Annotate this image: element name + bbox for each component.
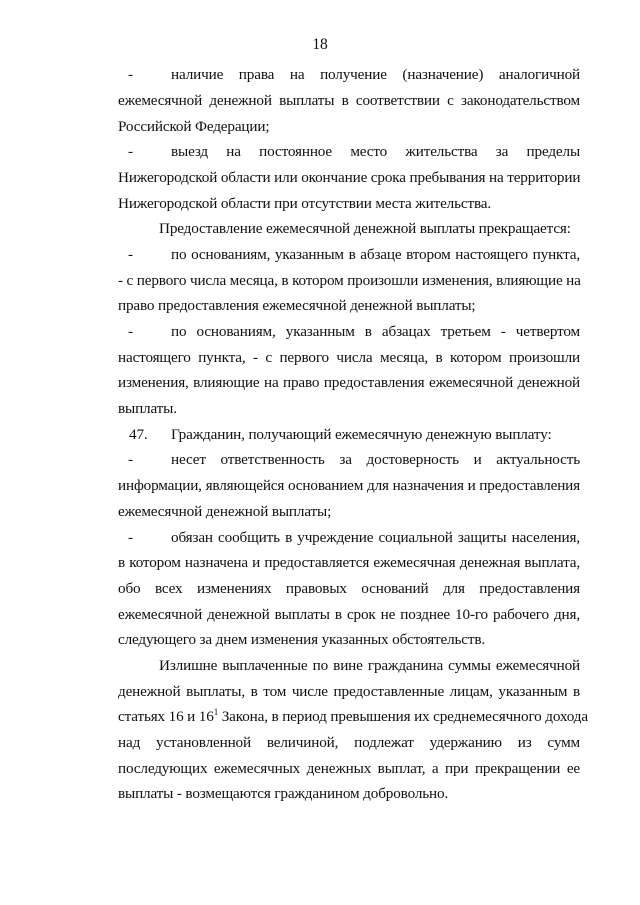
text-line: следующего за днем изменения указанных обстоятельств. [118,631,486,648]
text-line: Гражданин, получающий ежемесячную денежную выплату: [171,426,552,443]
text-line: выплаты - возмещаются гражданином добровольно. [118,785,449,802]
text-line: информации, являющейся основанием для назначения и предоставления [118,477,580,494]
text-line: Нижегородской области при отсутствии места жительства. [118,195,492,212]
page-number: 18 [312,36,328,53]
text-line: по основаниям, указанным в абзаце втором настоящего пункта, [171,246,580,263]
text-line: настоящего пункта, - с первого числа месяца, в котором произошли [118,349,580,366]
text-line: последующих ежемесячных денежных выплат, а при прекращении ее [118,760,580,777]
text-line: Излишне выплаченные по вине гражданина суммы ежемесячной [159,657,580,674]
text-line: по основаниям, указанным в абзацах третьем - четвертом [171,323,580,340]
text-line: Российской Федерации; [118,118,270,135]
text-line: Нижегородской области или окончание срока пребывания на территории [118,169,581,186]
superscript: 1 [213,707,219,717]
text-line: ежемесячной денежной выплаты; [118,503,332,520]
text-line: Предоставление ежемесячной денежной выплаты прекращается: [159,220,571,237]
text-line: изменения, влияющие на право предоставления ежемесячной денежной [118,374,580,391]
text-fragment: статьях 16 и 16 [118,708,214,725]
bullet-dash: - [128,246,133,263]
text-line: обо всех изменениях правовых оснований для предоставления [118,580,580,597]
text-line: - с первого числа месяца, в котором произошли изменения, влияющие на [118,272,581,289]
text-line: ежемесячной денежной выплаты в срок не позднее 10-го рабочего дня, [118,606,580,623]
bullet-dash: - [128,323,133,340]
text-line: над установленной величиной, подлежат удержанию из сумм [118,734,580,751]
text-line [118,706,588,728]
text-line: наличие права на получение (назначение) аналогичной [171,66,580,83]
text-fragment: Закона, в период превышения их среднемесячного дохода [218,708,588,725]
text-line: несет ответственность за достоверность и актуальность [171,451,580,468]
bullet-dash: - [128,143,133,160]
text-line: выезд на постоянное место жительства за пределы [171,143,580,160]
bullet-dash: - [128,529,133,546]
text-line: выплаты. [118,400,177,417]
text-line: обязан сообщить в учреждение социальной защиты населения, [171,529,580,546]
text-line: денежной выплаты, в том числе предоставленные лицам, указанным в [118,683,580,700]
item-number: 47. [129,426,148,443]
text-line: ежемесячной денежной выплаты в соответствии с законодательством [118,92,580,109]
bullet-dash: - [128,66,133,83]
bullet-dash: - [128,451,133,468]
text-line: право предоставления ежемесячной денежной выплаты; [118,297,476,314]
text-line: в котором назначена и предоставляется ежемесячная денежная выплата, [118,554,580,571]
